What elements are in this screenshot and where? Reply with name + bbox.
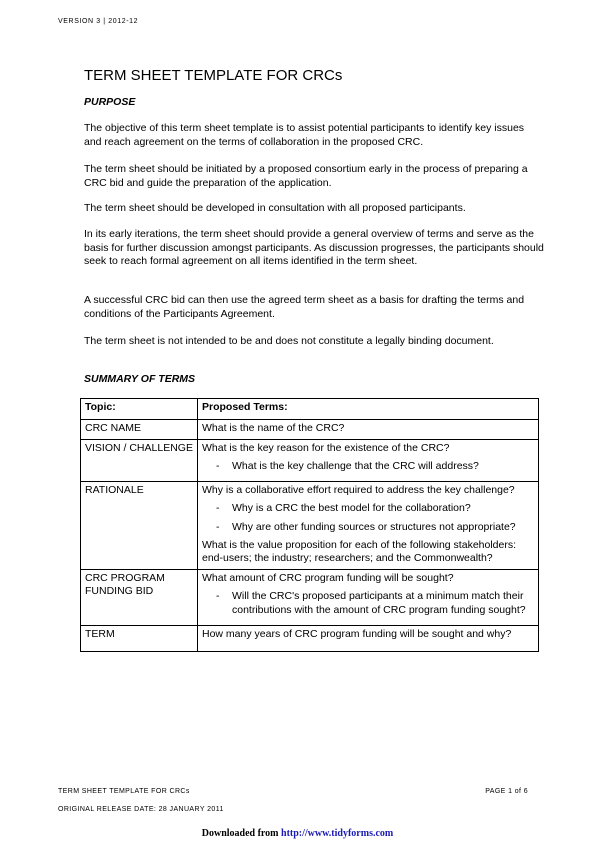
table-row (81, 625, 539, 652)
row-question: How many years of CRC program funding will be sought and why? (202, 627, 512, 640)
footer-page-number: PAGE 1 of 6 (485, 788, 528, 795)
bullet-text: Why is a CRC the best model for the collaboration? (232, 502, 471, 515)
download-notice (0, 828, 595, 839)
row-terms (198, 481, 539, 569)
summary-of-terms-table (80, 398, 539, 652)
paragraph-successful-bid: A successful CRC bid can then use the agreed term sheet as a basis for drafting the terms and conditions of the Participants Agreement. (84, 294, 525, 320)
row-topic: TERM (81, 625, 198, 652)
summary-heading: SUMMARY OF TERMS (84, 373, 196, 385)
table-row (81, 439, 539, 481)
footer-doc-title: TERM SHEET TEMPLATE FOR CRCs (58, 788, 190, 795)
row-terms (198, 420, 539, 440)
row-question: What amount of CRC program funding will be sought? (202, 571, 454, 584)
version-label: VERSION 3 | 2012-12 (58, 18, 139, 25)
bullet-text: Why are other funding sources or structures not appropriate? (232, 520, 516, 533)
table-row (81, 420, 539, 440)
row-question: What is the name of the CRC? (202, 422, 345, 434)
download-link[interactable]: http://www.tidyforms.com (281, 828, 394, 839)
bullet-item (216, 502, 534, 516)
header-topic: Topic: (81, 399, 198, 420)
bullet-item (216, 521, 534, 535)
bullet-dash: - (216, 590, 220, 603)
row-question: Why is a collaborative effort required to address the key challenge? (202, 483, 515, 496)
bullet-text: Will the CRC's proposed participants at a minimum match their contributions with the amount of CRC program funding sought? (232, 590, 526, 616)
paragraph-iterations: In its early iterations, the term sheet should provide a general overview of terms and serve as the basis for further discussion amongst participants. As discussion progresses, the participants should seek to reach formal agreement on all items identified in the term sheet. (84, 228, 544, 268)
table-row (81, 569, 539, 625)
row-terms (198, 625, 539, 652)
paragraph-not-binding: The term sheet is not intended to be and does not constitute a legally binding document. (84, 335, 494, 347)
row-question: What is the key reason for the existence of the CRC? (202, 441, 450, 454)
row-followup-question: What is the value proposition for each of the following stakeholders: end-users; the industry; researchers; and the Commonwealth? (202, 538, 517, 565)
bullet-text: What is the key challenge that the CRC will address? (232, 460, 479, 473)
row-topic: VISION / CHALLENGE (81, 439, 198, 481)
header-proposed-terms: Proposed Terms: (198, 399, 539, 420)
row-terms (198, 569, 539, 625)
bullet-dash: - (216, 520, 220, 533)
paragraph-initiation: The term sheet should be initiated by a proposed consortium early in the process of preparing a CRC bid and guide the preparation of the application. (84, 163, 528, 189)
row-topic: CRC PROGRAM FUNDING BID (81, 569, 198, 625)
row-topic: RATIONALE (81, 481, 198, 569)
bullet-item (216, 590, 534, 617)
paragraph-consultation: The term sheet should be developed in consultation with all proposed participants. (84, 202, 466, 214)
table-header-row (81, 399, 539, 420)
bullet-item (216, 460, 534, 474)
paragraph-objective: The objective of this term sheet template is to assist potential participants to identify key issues and reach agreement on the terms of collaboration in the proposed CRC. (84, 122, 525, 148)
row-topic: CRC NAME (81, 420, 198, 440)
bullet-dash: - (216, 460, 220, 473)
bullet-dash: - (216, 502, 220, 515)
download-prefix: Downloaded from (201, 828, 282, 839)
purpose-heading: PURPOSE (84, 96, 136, 108)
footer-release-date: ORIGINAL RELEASE DATE: 28 JANUARY 2011 (58, 806, 224, 813)
table-row (81, 481, 539, 569)
page-title: TERM SHEET TEMPLATE FOR CRCs (84, 67, 343, 84)
row-terms (198, 439, 539, 481)
